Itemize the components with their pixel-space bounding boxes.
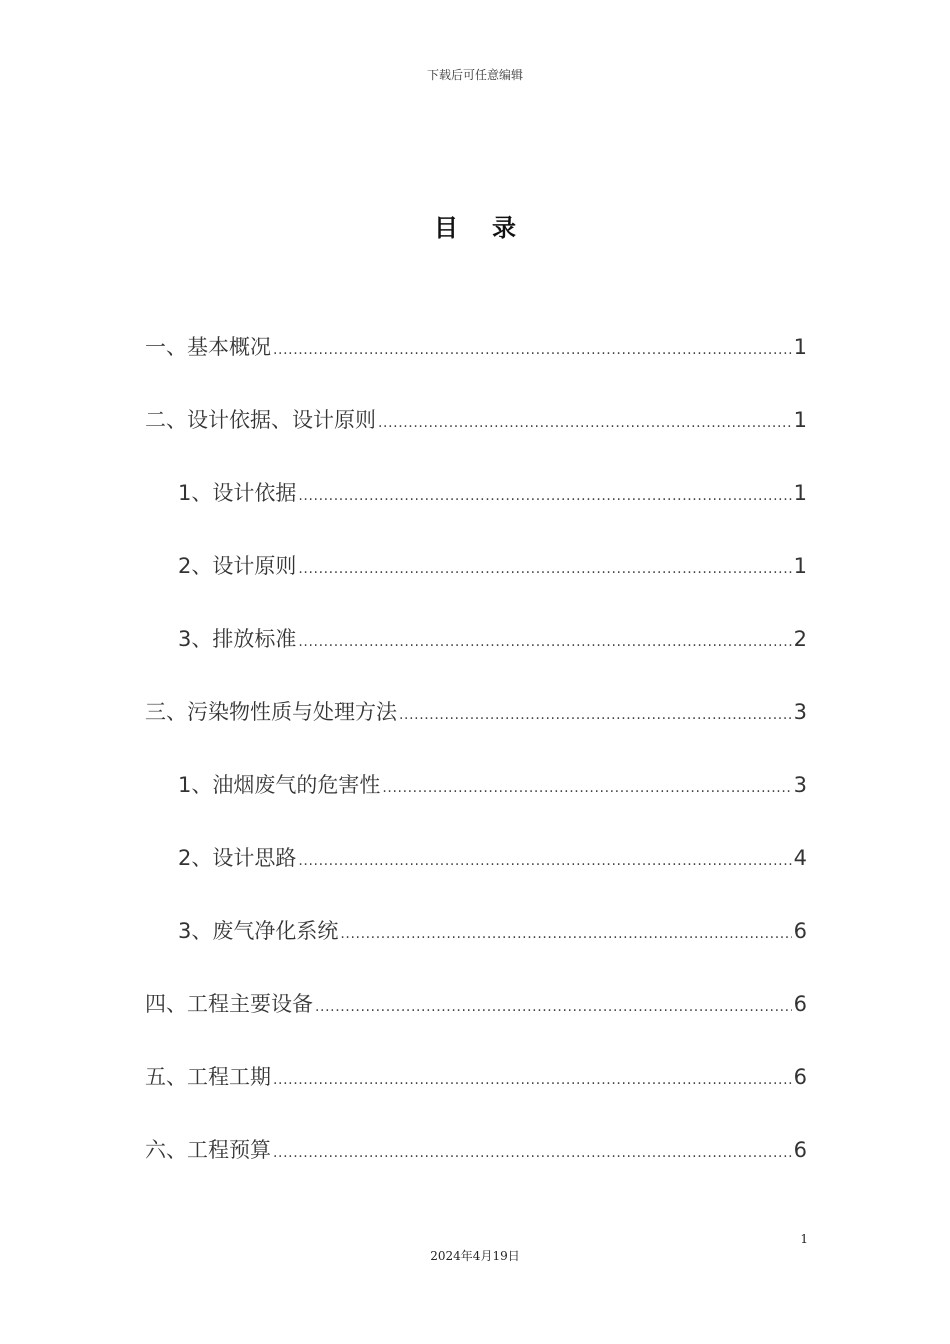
toc-entry-basic-overview[interactable]: [145, 330, 807, 403]
dot-leader: [382, 771, 791, 805]
dot-leader: [298, 479, 791, 513]
toc-entry-page: 1: [793, 481, 807, 505]
toc-entry-page: 6: [793, 1065, 807, 1089]
toc-entry-page: 3: [793, 700, 807, 724]
dot-leader: [315, 990, 792, 1024]
toc-entry-label: 3、排放标准: [178, 627, 297, 651]
toc-entry-design-basis-principles[interactable]: [145, 403, 807, 476]
toc-entry-design-basis[interactable]: [145, 476, 807, 549]
toc-entry-fume-hazards[interactable]: [145, 768, 807, 841]
dot-leader: [298, 552, 791, 586]
dot-leader: [273, 1063, 792, 1097]
dot-leader: [399, 698, 792, 732]
toc-list: [145, 330, 807, 1206]
toc-entry-page: 1: [793, 335, 807, 359]
toc-entry-schedule[interactable]: [145, 1060, 807, 1133]
dot-leader: [273, 1136, 792, 1170]
toc-title: [0, 208, 950, 243]
toc-entry-page: 2: [793, 627, 807, 651]
toc-entry-page: 6: [793, 992, 807, 1016]
toc-title-char-1: 目: [434, 214, 458, 242]
toc-entry-label: 1、油烟废气的危害性: [178, 773, 381, 797]
toc-entry-label: 2、设计原则: [178, 554, 297, 578]
toc-entry-label: 六、工程预算: [145, 1138, 271, 1162]
toc-entry-emission-standards[interactable]: [145, 622, 807, 695]
toc-entry-label: 3、废气净化系统: [178, 919, 339, 943]
toc-entry-page: 3: [793, 773, 807, 797]
toc-entry-label: 四、工程主要设备: [145, 992, 313, 1016]
toc-entry-page: 1: [793, 408, 807, 432]
toc-entry-page: 6: [793, 919, 807, 943]
dot-leader: [298, 844, 791, 878]
toc-entry-label: 1、设计依据: [178, 481, 297, 505]
dot-leader: [273, 333, 792, 367]
toc-entry-label: 一、基本概况: [145, 335, 271, 359]
toc-entry-label: 2、设计思路: [178, 846, 297, 870]
page-number: 1: [800, 1232, 808, 1246]
toc-entry-design-principles[interactable]: [145, 549, 807, 622]
toc-entry-page: 4: [793, 846, 807, 870]
toc-entry-label: 三、污染物性质与处理方法: [145, 700, 397, 724]
toc-entry-page: 6: [793, 1138, 807, 1162]
dot-leader: [340, 917, 791, 951]
toc-entry-label: 五、工程工期: [145, 1065, 271, 1089]
toc-entry-design-approach[interactable]: [145, 841, 807, 914]
toc-entry-budget[interactable]: [145, 1133, 807, 1206]
toc-entry-label: 二、设计依据、设计原则: [145, 408, 376, 432]
toc-entry-pollutant-treatment[interactable]: [145, 695, 807, 768]
footer-date: 2024年4月19日: [430, 1249, 520, 1263]
header-note: 下载后可任意编辑: [426, 68, 523, 82]
dot-leader: [298, 625, 791, 659]
toc-title-char-2: 录: [492, 214, 516, 242]
dot-leader: [378, 406, 792, 440]
toc-entry-purification-system[interactable]: [145, 914, 807, 987]
toc-entry-page: 1: [793, 554, 807, 578]
toc-entry-main-equipment[interactable]: [145, 987, 807, 1060]
